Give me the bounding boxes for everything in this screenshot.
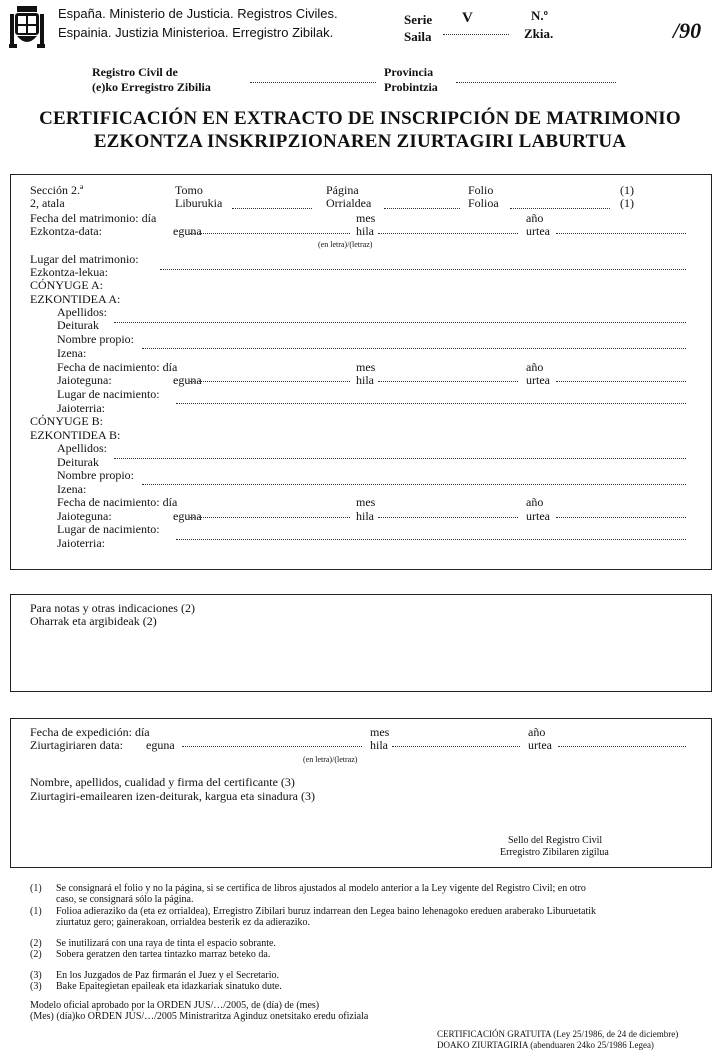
spouse-b-deiturak-label: Deiturak bbox=[57, 455, 99, 469]
spouse-a-lugar-nac-label: Lugar de nacimiento: bbox=[57, 387, 160, 401]
spouse-b-birth-day-field[interactable] bbox=[190, 517, 350, 518]
pagina-field[interactable] bbox=[384, 208, 460, 209]
spouse-b-apellidos-label: Apellidos: bbox=[57, 441, 107, 455]
folioa-label: Folioa bbox=[468, 196, 499, 210]
ezkontidea-b-heading: EZKONTIDEA B: bbox=[30, 428, 121, 442]
spouse-b-urtea-label: urtea bbox=[526, 509, 550, 523]
spouse-b-jaioterria-label: Jaioterria: bbox=[57, 536, 105, 550]
saila-label: Saila bbox=[404, 29, 432, 44]
notes-label-eu: Oharrak eta argibideak (2) bbox=[30, 614, 157, 628]
marriage-month-field[interactable] bbox=[378, 233, 518, 234]
probintzia-label: Probintzia bbox=[384, 80, 438, 94]
footnote-1b-marker: (1) bbox=[30, 906, 42, 917]
atala-label: 2, atala bbox=[30, 196, 65, 210]
footnote-3b-text: Bake Epaitegietan epaileak eta idazkariak sinatuko dute. bbox=[56, 981, 282, 992]
sello-label-eu: Erregistro Zibilaren zigilua bbox=[500, 847, 609, 858]
spouse-a-urtea-label: urtea bbox=[526, 373, 550, 387]
footnote-2a-marker: (2) bbox=[30, 938, 42, 949]
spouse-a-name-field[interactable] bbox=[142, 348, 686, 349]
pagina-label: Página bbox=[326, 183, 359, 197]
sello-label-es: Sello del Registro Civil bbox=[508, 835, 603, 846]
spouse-b-birth-month-field[interactable] bbox=[378, 517, 518, 518]
provincia-label: Provincia bbox=[384, 65, 434, 79]
ano-label: año bbox=[526, 211, 544, 225]
spouse-a-izena-label: Izena: bbox=[57, 346, 87, 360]
spouse-a-ano-label: año bbox=[526, 360, 544, 374]
spouse-a-hila-label: hila bbox=[356, 373, 374, 387]
firma-label-eu: Ziurtagiri-emailearen izen-deiturak, kargua eta sinadura (3) bbox=[30, 789, 315, 803]
footnote-1b-line1: Folioa adieraziko da (eta ez orrialdea), Erregistro Zibilari buruz indarrean den Legea baino lehenagoko ereduen araberako Liburuetatik bbox=[56, 906, 597, 917]
footnote-2b-text: Sobera geratzen den tartea tintazko marraz beteko da. bbox=[56, 949, 271, 960]
spouse-b-birthplace-field[interactable] bbox=[176, 539, 686, 540]
ministry-title-es: España. Ministerio de Justicia. Registros Civiles. bbox=[58, 6, 338, 21]
notes-label-es: Para notas y otras indicaciones (2) bbox=[30, 601, 195, 615]
spouse-b-birth-year-field[interactable] bbox=[556, 517, 686, 518]
urtea-label: urtea bbox=[526, 224, 550, 238]
document-title-es: CERTIFICACIÓN EN EXTRACTO DE INSCRIPCIÓN DE MATRIMONIO bbox=[39, 108, 681, 129]
en-letra-note: (en letra)/(letraz) bbox=[318, 240, 373, 249]
hila-label: hila bbox=[356, 224, 374, 238]
tomo-field[interactable] bbox=[232, 208, 312, 209]
certificacion-gratuita-eu: DOAKO ZIURTAGIRIA (abenduaren 24ko 25/1986 Legea) bbox=[437, 1040, 654, 1050]
spouse-b-jaioteguna-label: Jaioteguna: bbox=[57, 509, 112, 523]
ezkontidea-a-heading: EZKONTIDEA A: bbox=[30, 292, 121, 306]
spouse-b-eguna-label: eguna bbox=[173, 509, 202, 523]
marriage-year-field[interactable] bbox=[556, 233, 686, 234]
form-number: /90 bbox=[673, 18, 702, 43]
certificacion-gratuita-es: CERTIFICACIÓN GRATUITA (Ley 25/1986, de 24 de diciembre) bbox=[437, 1029, 679, 1039]
issue-en-letra-note: (en letra)/(letraz) bbox=[303, 755, 358, 764]
numero-label: N.º bbox=[531, 8, 548, 23]
spouse-b-nombre-label: Nombre propio: bbox=[57, 468, 134, 482]
seccion-label: Sección 2.ª bbox=[30, 183, 84, 197]
spouse-a-birth-day-field[interactable] bbox=[190, 381, 350, 382]
footnote-3b-marker: (3) bbox=[30, 981, 42, 992]
footnote-2b-marker: (2) bbox=[30, 949, 42, 960]
eguna-label: eguna bbox=[173, 224, 202, 238]
ezkontza-lekua-label: Ezkontza-lekua: bbox=[30, 265, 108, 279]
spouse-b-izena-label: Izena: bbox=[57, 482, 87, 496]
footnote-1b-line2: ziurtatuz gero; gainerakoan, orrialdea besterik ez da adieraziko. bbox=[56, 917, 311, 928]
liburukia-label: Liburukia bbox=[175, 196, 223, 210]
issue-year-field[interactable] bbox=[558, 746, 686, 747]
spouse-b-surname-field[interactable] bbox=[114, 458, 686, 459]
coat-of-arms-emblem bbox=[9, 4, 45, 50]
zkia-label: Zkia. bbox=[524, 26, 554, 41]
footnote-1a-line2: caso, se consignará sólo la página. bbox=[56, 894, 194, 905]
footnote-3a-marker: (3) bbox=[30, 970, 42, 981]
issue-month-field[interactable] bbox=[392, 746, 520, 747]
spouse-a-nombre-label: Nombre propio: bbox=[57, 332, 134, 346]
spouse-a-apellidos-label: Apellidos: bbox=[57, 305, 107, 319]
spouse-b-hila-label: hila bbox=[356, 509, 374, 523]
issue-eguna-label: eguna bbox=[146, 738, 175, 752]
registro-label: Registro Civil de bbox=[92, 65, 178, 79]
spouse-a-fecha-nac-label: Fecha de nacimiento: día bbox=[57, 360, 178, 374]
spouse-b-name-field[interactable] bbox=[142, 484, 686, 485]
spouse-a-jaioterria-label: Jaioterria: bbox=[57, 401, 105, 415]
erregistro-label: (e)ko Erregistro Zibilia bbox=[92, 80, 211, 94]
ziurtagiri-data-label: Ziurtagiriaren data: bbox=[30, 738, 123, 752]
spouse-a-jaioteguna-label: Jaioteguna: bbox=[57, 373, 112, 387]
ezkontza-data-label: Ezkontza-data: bbox=[30, 224, 102, 238]
orrialdea-label: Orrialdea bbox=[326, 196, 372, 210]
folio-label: Folio bbox=[468, 183, 494, 197]
footnote-1a-line1: Se consignará el folio y no la página, si se certifica de libros ajustados al modelo anterior a la Ley vigente del Registro Civil; en otro bbox=[56, 883, 586, 894]
footnote-3a-text: En los Juzgados de Paz firmarán el Juez y el Secretario. bbox=[56, 970, 279, 981]
issue-mes-label: mes bbox=[370, 725, 390, 739]
footnote-1a-marker: (1) bbox=[30, 883, 42, 894]
spouse-b-ano-label: año bbox=[526, 495, 544, 509]
spouse-a-birth-year-field[interactable] bbox=[556, 381, 686, 382]
fecha-expedicion-label: Fecha de expedición: día bbox=[30, 725, 150, 739]
marriage-day-field[interactable] bbox=[190, 233, 350, 234]
issue-urtea-label: urtea bbox=[528, 738, 552, 752]
spouse-b-lugar-nac-label: Lugar de nacimiento: bbox=[57, 522, 160, 536]
firma-label-es: Nombre, apellidos, cualidad y firma del certificante (3) bbox=[30, 775, 295, 789]
lugar-matrimonio-label: Lugar del matrimonio: bbox=[30, 252, 139, 266]
spouse-a-surname-field[interactable] bbox=[114, 322, 686, 323]
registro-field[interactable] bbox=[250, 82, 376, 83]
tomo-label: Tomo bbox=[175, 183, 203, 197]
issue-ano-label: año bbox=[528, 725, 546, 739]
note-1b-marker: (1) bbox=[620, 196, 634, 210]
spouse-b-mes-label: mes bbox=[356, 495, 376, 509]
footnote-2a-text: Se inutilizará con una raya de tinta el espacio sobrante. bbox=[56, 938, 276, 949]
spouse-a-eguna-label: eguna bbox=[173, 373, 202, 387]
spouse-a-birth-month-field[interactable] bbox=[378, 381, 518, 382]
folio-field[interactable] bbox=[510, 208, 610, 209]
document-title-eu: EZKONTZA INSKRIPZIONAREN ZIURTAGIRI LABURTUA bbox=[93, 131, 627, 152]
mes-label: mes bbox=[356, 211, 376, 225]
serie-field[interactable] bbox=[443, 34, 509, 35]
conyuge-b-heading: CÓNYUGE B: bbox=[30, 414, 104, 428]
provincia-field[interactable] bbox=[456, 82, 616, 83]
note-1a-marker: (1) bbox=[620, 183, 634, 197]
serie-value: V bbox=[462, 10, 473, 26]
modelo-oficial-eu: (Mes) (día)ko ORDEN JUS/…/2005 Ministraritza Aginduz onetsitako eredu ofiziala bbox=[30, 1011, 369, 1022]
spouse-b-fecha-nac-label: Fecha de nacimiento: día bbox=[57, 495, 178, 509]
modelo-oficial-es: Modelo oficial aprobado por la ORDEN JUS/…/2005, de (día) de (mes) bbox=[30, 1000, 320, 1011]
spouse-a-deiturak-label: Deiturak bbox=[57, 318, 99, 332]
marriage-place-field[interactable] bbox=[160, 269, 686, 270]
conyuge-a-heading: CÓNYUGE A: bbox=[30, 278, 104, 292]
ministry-title-eu: Espainia. Justizia Ministerioa. Erregistro Zibilak. bbox=[58, 25, 334, 40]
fecha-matrimonio-label: Fecha del matrimonio: día bbox=[30, 211, 157, 225]
spouse-a-mes-label: mes bbox=[356, 360, 376, 374]
serie-label: Serie bbox=[404, 12, 433, 27]
issue-day-field[interactable] bbox=[182, 746, 362, 747]
spouse-a-birthplace-field[interactable] bbox=[176, 403, 686, 404]
issue-hila-label: hila bbox=[370, 738, 388, 752]
